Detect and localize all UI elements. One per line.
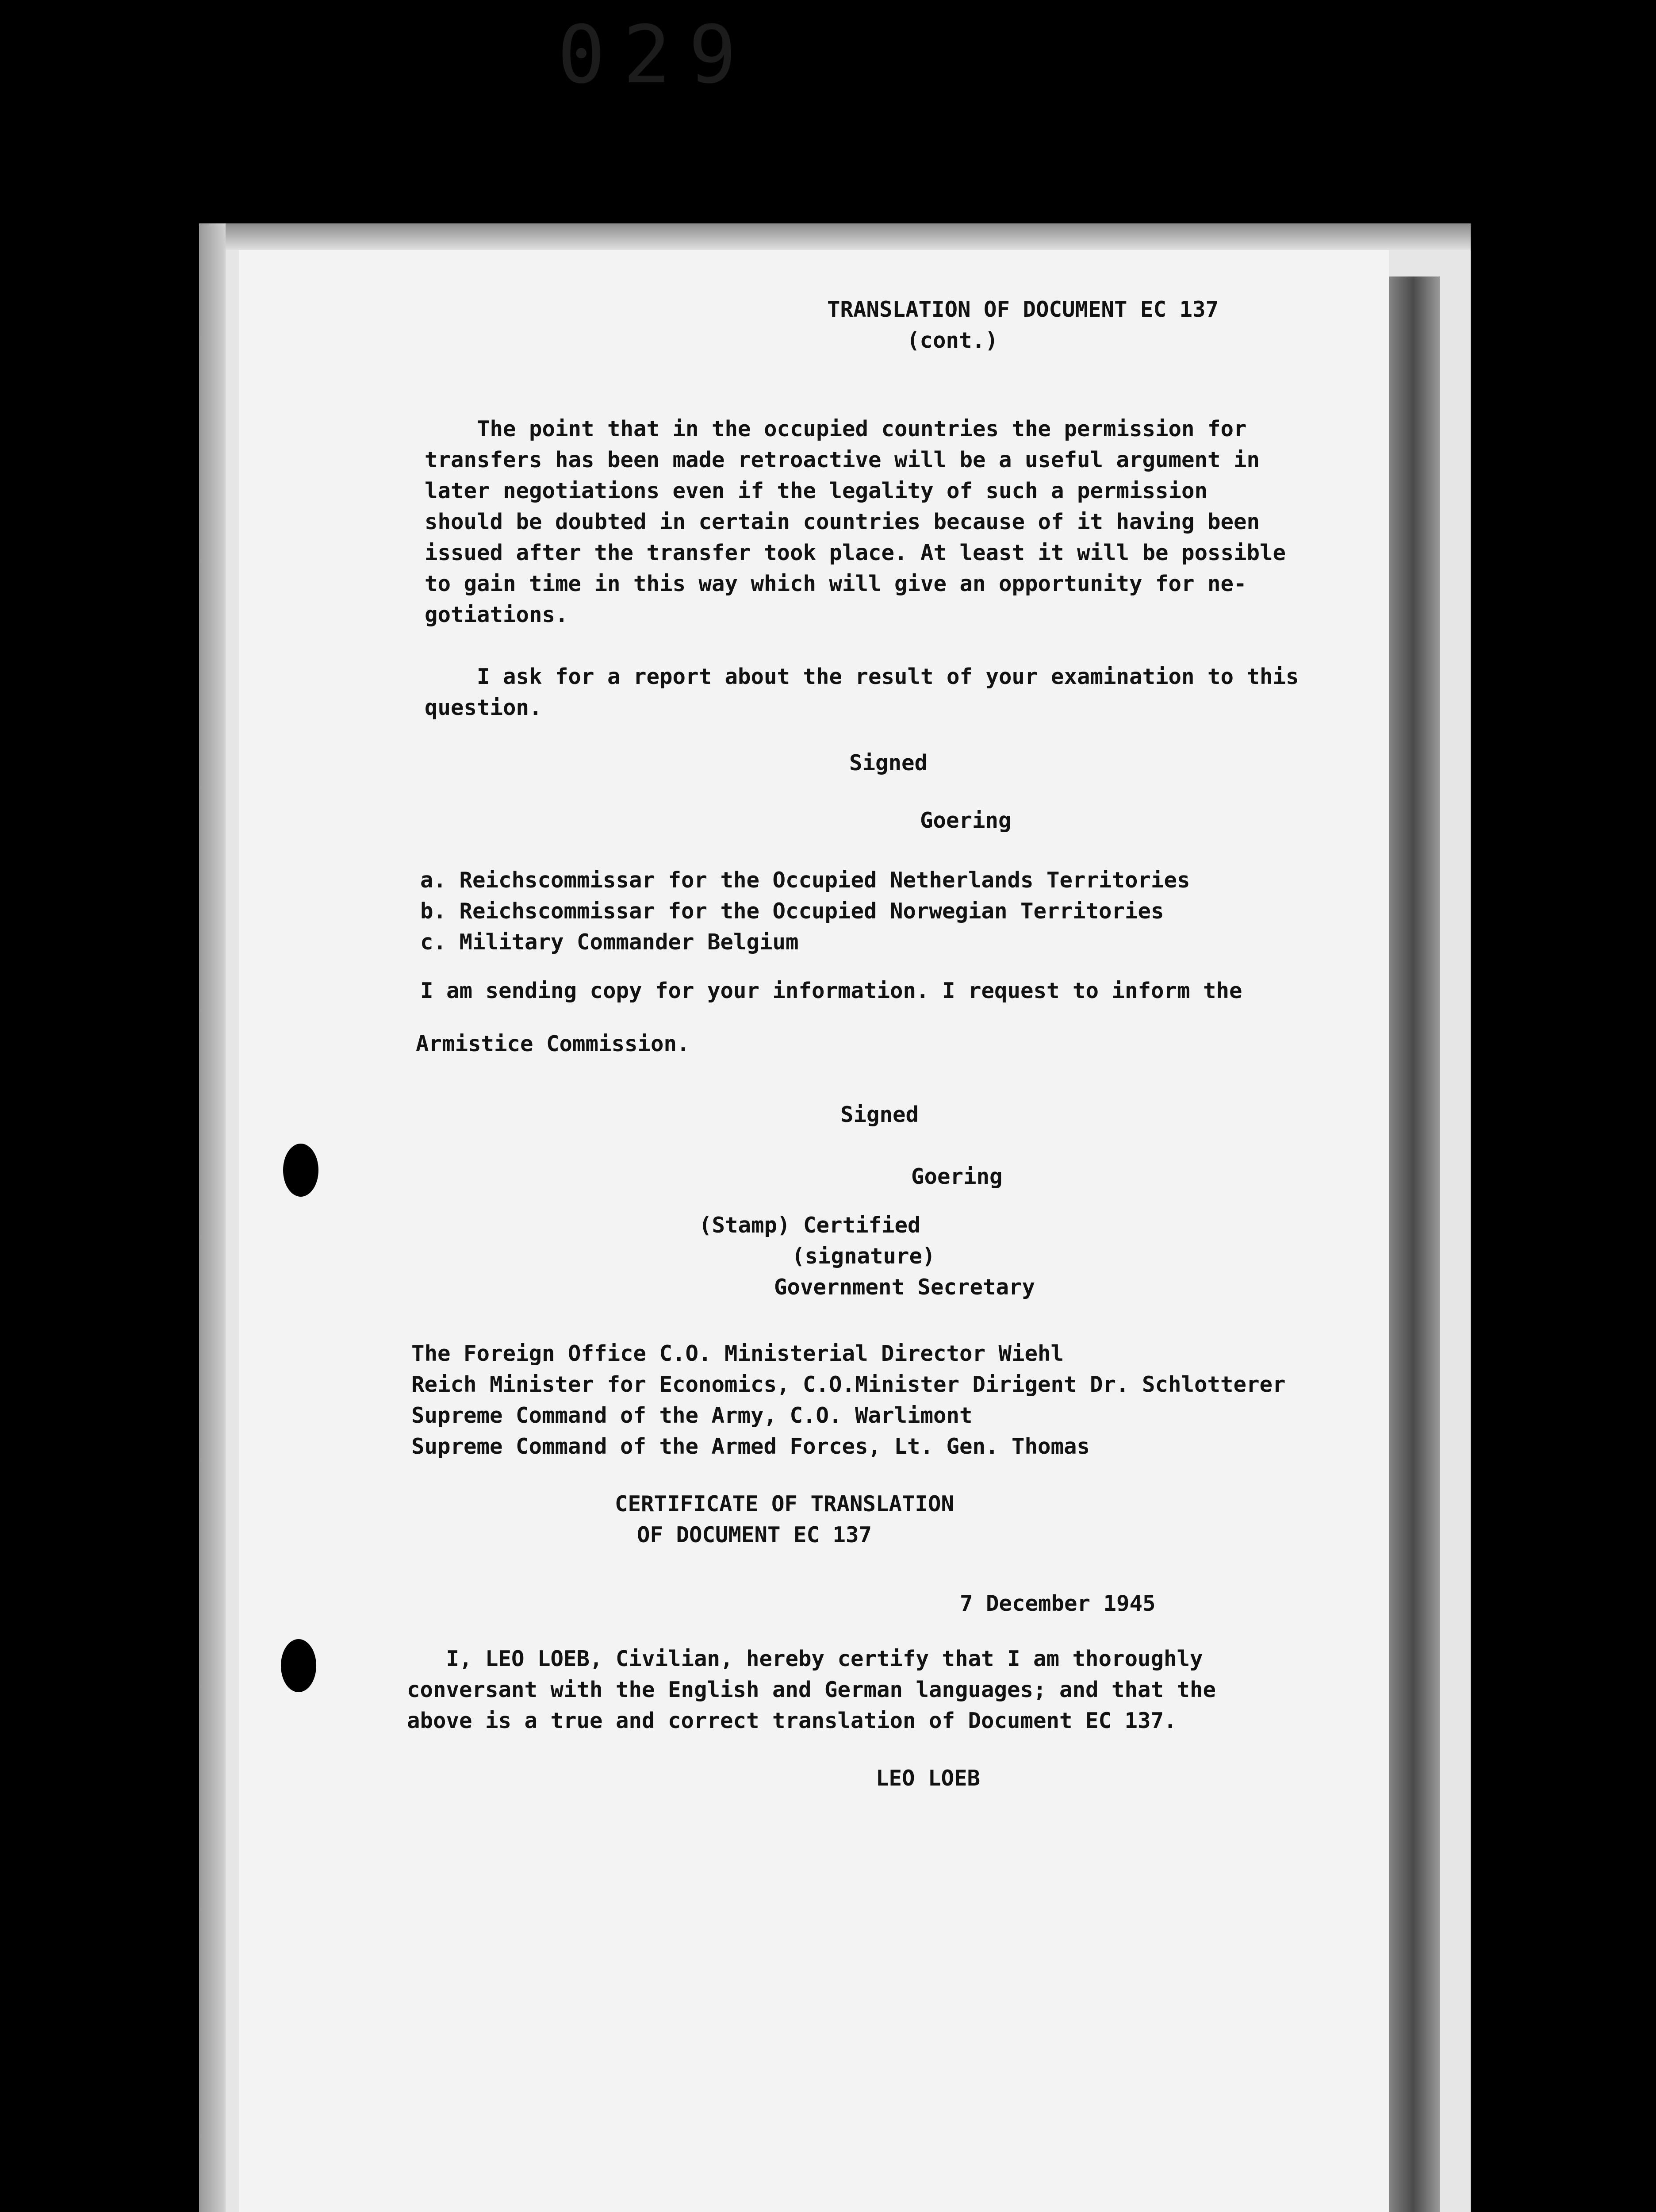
certificate-signatory: LEO LOEB (876, 1766, 981, 1791)
sheet-edge-left (199, 223, 226, 2212)
stamp-title: Government Secretary (774, 1275, 1035, 1300)
film-frame-number: 029 (557, 9, 755, 101)
text-line: gotiations. (425, 602, 568, 627)
list-item: Supreme Command of the Army, C.O. Warlimont (411, 1403, 973, 1428)
stamp-signature: (signature) (792, 1244, 935, 1269)
text-line: conversant with the English and German languages; and that the (407, 1677, 1216, 1702)
signed-label: Signed (840, 1102, 919, 1127)
stamp-certified: (Stamp) Certified (699, 1213, 921, 1238)
text-line: to gain time in this way which will give an opportunity for ne- (425, 571, 1247, 596)
text-line: transfers has been made retroactive will be a useful argument in (425, 447, 1260, 472)
list-item: The Foreign Office C.O. Ministerial Director Wiehl (411, 1341, 1064, 1366)
typed-page (239, 250, 1389, 2212)
text-line: issued after the transfer took place. At least it will be possible (425, 540, 1286, 565)
signatory-name: Goering (920, 808, 1012, 833)
forwarding-text: I am sending copy for your information. I request to inform the (420, 978, 1242, 1003)
document-sheet (199, 223, 1471, 2212)
sheet-edge-right (1387, 276, 1440, 2212)
punch-hole (283, 1144, 318, 1197)
document-title: TRANSLATION OF DOCUMENT EC 137 (827, 297, 1219, 322)
certificate-title-cont: OF DOCUMENT EC 137 (637, 1522, 872, 1548)
list-item: c. Military Commander Belgium (420, 929, 799, 955)
list-item: Reich Minister for Economics, C.O.Minister Dirigent Dr. Schlotterer (411, 1372, 1286, 1397)
text-line: above is a true and correct translation of Document EC 137. (407, 1708, 1177, 1733)
text-line: I ask for a report about the result of your examination to this (425, 664, 1299, 689)
list-item: Supreme Command of the Armed Forces, Lt. Gen. Thomas (411, 1434, 1090, 1459)
signed-label: Signed (849, 750, 928, 776)
text-line: question. (425, 695, 542, 720)
text-line: I, LEO LOEB, Civilian, hereby certify that I am thoroughly (407, 1646, 1203, 1671)
list-item: a. Reichscommissar for the Occupied Netherlands Territories (420, 868, 1190, 893)
sheet-edge-top (199, 223, 1471, 250)
text-line: later negotiations even if the legality of such a permission (425, 478, 1208, 503)
forwarding-text-cont: Armistice Commission. (416, 1031, 690, 1056)
document-title-cont: (cont.) (907, 328, 998, 353)
text-line: should be doubted in certain countries because of it having been (425, 509, 1260, 534)
text-line: The point that in the occupied countries the permission for (425, 416, 1247, 442)
punch-hole (281, 1639, 316, 1692)
certificate-date: 7 December 1945 (960, 1591, 1156, 1616)
list-item: b. Reichscommissar for the Occupied Norwegian Territories (420, 899, 1164, 924)
certificate-title: CERTIFICATE OF TRANSLATION (615, 1491, 954, 1517)
signatory-name: Goering (911, 1164, 1003, 1189)
